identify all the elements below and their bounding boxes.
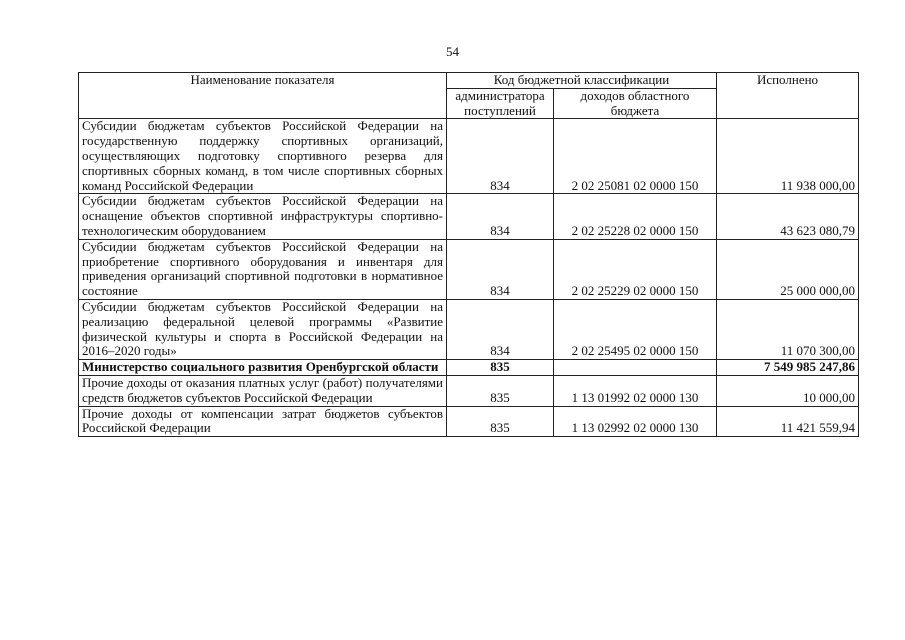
table-row: [79, 299, 859, 359]
row-amount: 11 938 000,00: [717, 119, 859, 194]
row-admin-code: 834: [447, 119, 554, 194]
row-revenue-code: 2 02 25495 02 0000 150: [554, 299, 717, 359]
header-executed: Исполнено: [717, 73, 859, 119]
row-amount: 10 000,00: [717, 375, 859, 406]
row-amount: 25 000 000,00: [717, 239, 859, 299]
row-admin-code: 834: [447, 299, 554, 359]
row-revenue-code: 1 13 02992 02 0000 130: [554, 406, 717, 437]
table-row: [79, 194, 859, 239]
table-row-ministry: [79, 360, 859, 376]
row-admin-code: 835: [447, 375, 554, 406]
row-admin-code: 834: [447, 194, 554, 239]
row-amount: 11 070 300,00: [717, 299, 859, 359]
row-name: Субсидии бюджетам субъектов Российской Федерации на приобретение спортивного оборудования и инвентаря для приведения организаций спортивной подготовки в нормативное состояние: [79, 239, 447, 299]
row-revenue-code: 2 02 25228 02 0000 150: [554, 194, 717, 239]
table-row: [79, 239, 859, 299]
budget-revenue-table: [78, 72, 859, 437]
header-admin: администратора поступлений: [447, 88, 554, 119]
header-name: Наименование показателя: [79, 73, 447, 119]
row-admin-code: 834: [447, 239, 554, 299]
row-admin-code: 835: [447, 406, 554, 437]
header-revenue: доходов областного бюджета: [554, 88, 717, 119]
row-name: Министерство социального развития Оренбургской области: [79, 360, 447, 376]
row-amount: 11 421 559,94: [717, 406, 859, 437]
row-amount: 7 549 985 247,86: [717, 360, 859, 376]
row-revenue-code: 2 02 25229 02 0000 150: [554, 239, 717, 299]
row-revenue-code: [554, 360, 717, 376]
header-row: [79, 73, 859, 89]
row-name: Субсидии бюджетам субъектов Российской Федерации на оснащение объектов спортивной инфраструктуры спортивно-технологическим оборудованием: [79, 194, 447, 239]
header-code-group: Код бюджетной классификации: [447, 73, 717, 89]
row-name: Субсидии бюджетам субъектов Российской Федерации на государственную поддержку спортивных организаций, осуществляющих подготовку спортивного резерва для спортивных сборных команд, в том числе спортивных сборных команд Российской Федерации: [79, 119, 447, 194]
row-name: Прочие доходы от оказания платных услуг (работ) получателями средств бюджетов субъектов Российской Федерации: [79, 375, 447, 406]
row-name: Субсидии бюджетам субъектов Российской Федерации на реализацию федеральной целевой программы «Развитие физической культуры и спорта в Российской Федерации на 2016–2020 годы»: [79, 299, 447, 359]
row-admin-code: 835: [447, 360, 554, 376]
row-revenue-code: 2 02 25081 02 0000 150: [554, 119, 717, 194]
row-name: Прочие доходы от компенсации затрат бюджетов субъектов Российской Федерации: [79, 406, 447, 437]
row-amount: 43 623 080,79: [717, 194, 859, 239]
row-revenue-code: 1 13 01992 02 0000 130: [554, 375, 717, 406]
table-row: [79, 119, 859, 194]
page-number: 54: [446, 44, 459, 59]
table-row: [79, 375, 859, 406]
table-row: [79, 406, 859, 437]
